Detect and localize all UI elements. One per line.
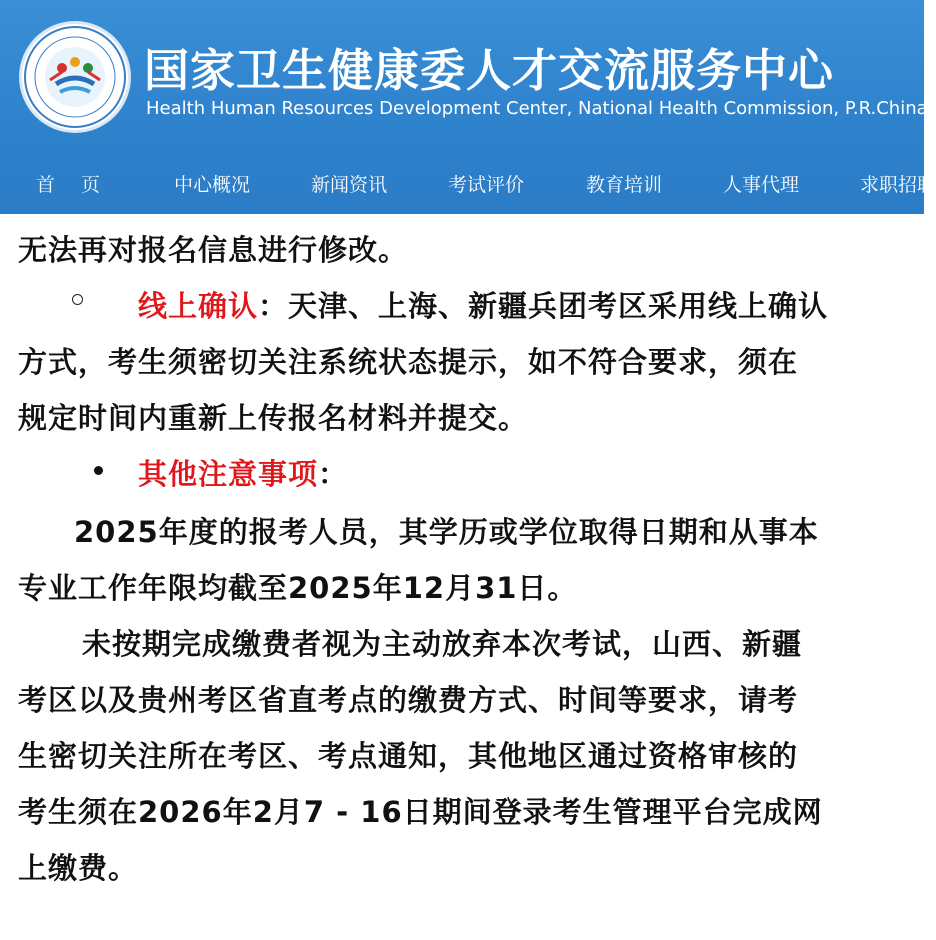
paragraph-line: 专业工作年限均截至2025年12月31日。 [18,571,578,605]
nav-item-personnel[interactable]: 人事代理 [723,174,800,196]
paragraph-line: 未按期完成缴费者视为主动放弃本次考试，山西、新疆 [82,627,803,661]
nav-item-jobs[interactable]: 求职招聘 [860,174,936,196]
paragraph-line: 无法再对报名信息进行修改。 [18,233,409,267]
other-notes-colon: ： [318,457,349,491]
nav-item-training[interactable]: 教育培训 [586,174,663,196]
online-confirm-line [138,284,828,325]
article-content [0,214,924,940]
paragraph-line: 上缴费。 [18,851,139,885]
other-notes-label: 其他注意事项 [138,457,319,491]
paragraph-line: 规定时间内重新上传报名材料并提交。 [18,401,529,435]
dot-bullet-icon [94,466,103,475]
site-title-english: Health Human Resources Development Center, National Health Commission, P.R.China [146,98,928,119]
paragraph-line: 2025年度的报考人员，其学历或学位取得日期和从事本 [74,515,819,549]
emblem-icon [22,24,128,130]
circle-bullet-icon [72,294,83,305]
nav-item-news[interactable]: 新闻资讯 [311,174,388,196]
health-commission-logo[interactable] [22,24,128,130]
paragraph-line: 考生须在2026年2月7 - 16日期间登录考生管理平台完成网 [18,795,823,829]
online-confirm-label: 线上确认 [138,289,259,323]
nav-item-exams[interactable]: 考试评价 [448,174,525,196]
paragraph-line: 方式，考生须密切关注系统状态提示，如不符合要求，须在 [18,345,799,379]
online-confirm-text: ：天津、上海、新疆兵团考区采用线上确认 [258,289,829,323]
nav-item-home[interactable]: 首页 [36,174,127,196]
paragraph-line: 生密切关注所在考区、考点通知，其他地区通过资格审核的 [18,739,799,773]
main-nav [0,160,936,204]
other-notes-heading [138,452,348,493]
site-title-chinese: 国家卫生健康委人才交流服务中心 [144,44,835,97]
paragraph-line: 考区以及贵州考区省直考点的缴费方式、时间等要求，请考 [18,683,799,717]
site-header [0,0,936,214]
nav-item-about[interactable]: 中心概况 [174,174,251,196]
